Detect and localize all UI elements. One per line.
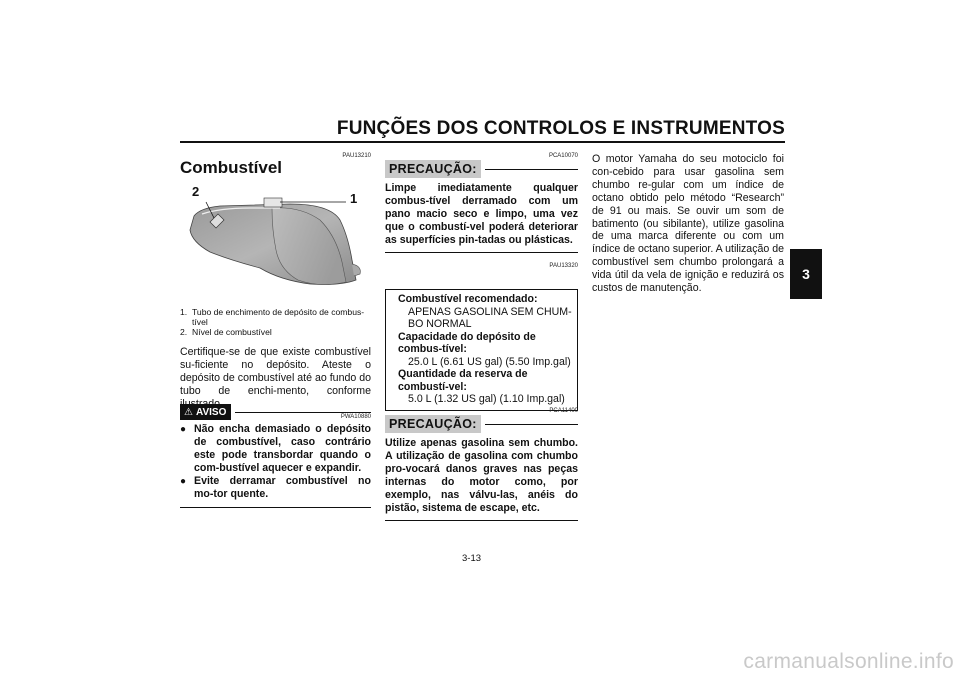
warning-bullet: ● Evite derramar combustível no mo-tor quente. <box>180 475 371 500</box>
spec-fuel-label: Combustível recomendado: <box>398 293 538 305</box>
fuel-spec-box <box>385 289 578 411</box>
octane-paragraph: O motor Yamaha do seu motociclo foi con-cebido para usar gasolina sem chumbo re-gular com um índice de octano obtido pelo método “Research” de 91 ou mais. Se ouvir um som de batimento (ou sibilante), utilize gasolina de uma marca diferente ou com um índice de octano superior. A utilização de combustível sem chumbo prolongará a vida útil da vela de ignição e reduzirá os custos de manutenção. <box>592 153 784 295</box>
callout-1: 1 <box>350 191 358 206</box>
spec-capacity-value: 25.0 L (6.61 US gal) (5.50 Imp.gal) <box>408 355 571 368</box>
spec-capacity-label: Capacidade do depósito de combus-tível: <box>398 330 536 355</box>
page-header-title: FUNÇÕES DOS CONTROLOS E INSTRUMENTOS <box>336 118 785 139</box>
warning-code: PWA10880 <box>340 414 371 420</box>
caution2-end-line <box>385 520 578 521</box>
warning-badge: ⚠ AVISO <box>180 404 231 420</box>
spec-fuel-value: APENAS GASOLINA SEM CHUM-BO NORMAL <box>408 305 572 330</box>
spec-reserve-value: 5.0 L (1.32 US gal) (1.10 Imp.gal) <box>408 393 565 405</box>
caution-block-1 <box>385 160 578 253</box>
warning-triangle-icon: ⚠ <box>184 406 193 418</box>
callout-2: 2 <box>192 184 200 199</box>
page-number: 3-13 <box>462 553 482 564</box>
header-rule <box>180 141 785 143</box>
watermark: carmanualsonline.info <box>743 650 954 673</box>
warning-end-line <box>180 507 371 508</box>
caution2-text: Utilize apenas gasolina sem chumbo. A utilização de gasolina com chumbo pro-vocará danos graves nas peças internas do motor como, por exemplo, nas válvu-las, anéis do pistão, sistema de escape, etc. <box>385 437 578 514</box>
warning-block <box>180 404 371 508</box>
caption-item: 2. Nível de combustível <box>180 327 272 337</box>
fuel-tank-illustration <box>180 180 372 302</box>
caution1-end-line <box>385 252 578 253</box>
spec-code: PAU13320 <box>549 263 578 269</box>
section-ref-code: PAU13210 <box>342 153 371 159</box>
caption-item: 1. Tubo de enchimento de depósito de combus-tível <box>180 307 365 327</box>
spec-reserve-label: Quantidade da reserva de combustí-vel: <box>398 368 528 393</box>
caution2-code: PCA11400 <box>549 408 578 414</box>
chapter-tab[interactable]: 3 <box>790 249 822 299</box>
caution-block-2 <box>385 415 578 521</box>
caution1-code: PCA10070 <box>548 153 578 159</box>
fuel-paragraph: Certifique-se de que existe combustível su-ficiente no depósito. Ateste o depósito de combustível até ao fundo do tubo de enchi-mento, conforme <box>180 346 371 397</box>
warning-bullets <box>180 423 371 501</box>
section-title: Combustível <box>180 158 283 177</box>
warning-bullet: ● Não encha demasiado o depósito de combustível, caso contrário este pode transbordar quando o com-bustível aquecer e expandir. <box>180 423 371 474</box>
caution-badge: PRECAUÇÃO: <box>385 415 481 433</box>
figure-captions <box>180 307 370 337</box>
warning-header-line <box>235 412 371 413</box>
bullet-icon: ● <box>180 476 187 487</box>
caution-badge: PRECAUÇÃO: <box>385 160 481 178</box>
caution1-text: Limpe imediatamente qualquer combus-tível derramado com um pano macio seco e limpo, uma vez que o combustí-vel poderá deteriorar as superfícies pin-tadas ou plásticas. <box>385 182 578 246</box>
bullet-icon: ● <box>180 424 187 435</box>
caution-header-line <box>485 424 578 425</box>
caution-header-line <box>485 169 578 170</box>
